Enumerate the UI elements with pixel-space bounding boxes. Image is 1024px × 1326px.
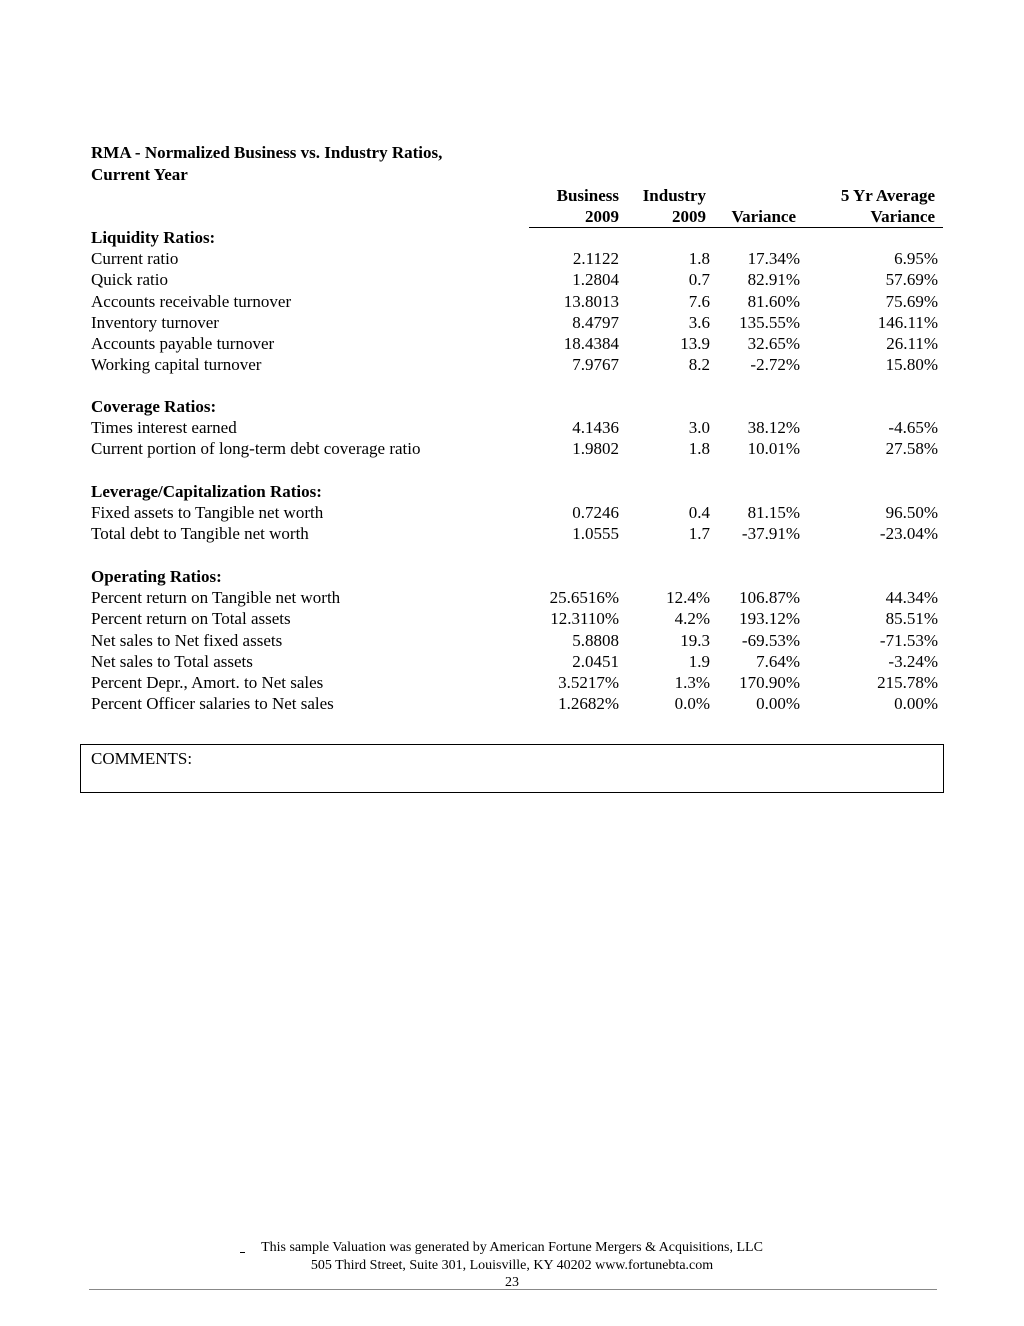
business-value: 12.3110%	[550, 609, 619, 628]
section-title: Coverage Ratios:	[91, 397, 217, 416]
report-title	[91, 142, 442, 186]
table-row	[0, 438, 1024, 459]
table-row	[0, 354, 1024, 375]
table-row	[0, 417, 1024, 438]
table-row	[0, 269, 1024, 290]
industry-value: 3.0	[688, 418, 710, 437]
five-year-variance-value: 15.80%	[885, 355, 938, 374]
variance-value: -37.91%	[741, 524, 800, 543]
industry-value: 0.7	[688, 270, 710, 289]
variance-value: 17.34%	[747, 249, 800, 268]
header-business	[557, 185, 619, 227]
industry-value: 1.8	[688, 439, 710, 458]
header-industry-year: 2009	[672, 207, 706, 226]
business-value: 3.5217%	[558, 673, 619, 692]
five-year-variance-value: 0.00%	[894, 694, 938, 713]
variance-value: 193.12%	[739, 609, 800, 628]
five-year-variance-value: 215.78%	[877, 673, 938, 692]
business-value: 2.1122	[572, 249, 619, 268]
table-row	[0, 693, 1024, 714]
header-5yr-average-variance: Variance	[870, 207, 935, 226]
industry-value: 0.0%	[674, 694, 710, 713]
table-row	[0, 630, 1024, 651]
five-year-variance-value: -23.04%	[879, 524, 938, 543]
ratio-label: Accounts receivable turnover	[91, 292, 292, 311]
industry-value: 0.4	[688, 503, 710, 522]
business-value: 2.0451	[572, 652, 619, 671]
section-title: Leverage/Capitalization Ratios:	[91, 482, 322, 501]
five-year-variance-value: 6.95%	[894, 249, 938, 268]
variance-value: 106.87%	[739, 588, 800, 607]
variance-value: -69.53%	[741, 631, 800, 650]
five-year-variance-value: 57.69%	[885, 270, 938, 289]
five-year-variance-value: -4.65%	[888, 418, 938, 437]
section-title: Operating Ratios:	[91, 567, 222, 586]
business-value: 7.9767	[572, 355, 619, 374]
footer-address: 505 Third Street, Suite 301, Louisville, KY 40202 www.fortunebta.com	[310, 1258, 714, 1273]
ratio-label: Percent Depr., Amort. to Net sales	[91, 673, 324, 692]
ratio-label: Fixed assets to Tangible net worth	[91, 503, 324, 522]
industry-value: 1.8	[688, 249, 710, 268]
ratio-label: Quick ratio	[91, 270, 168, 289]
industry-value: 1.9	[688, 652, 710, 671]
five-year-variance-value: 96.50%	[885, 503, 938, 522]
business-value: 18.4384	[563, 334, 619, 353]
five-year-variance-value: -3.24%	[888, 652, 938, 671]
header-business-year: 2009	[585, 207, 619, 226]
variance-value: 81.60%	[747, 292, 800, 311]
section-title: Liquidity Ratios:	[91, 228, 216, 247]
footer-generated-by: This sample Valuation was generated by American Fortune Mergers & Acquisitions, LLC	[261, 1240, 763, 1255]
header-underline	[529, 227, 943, 228]
business-value: 5.8808	[572, 631, 619, 650]
ratio-label: Times interest earned	[91, 418, 237, 437]
header-5yr-average	[841, 185, 935, 227]
ratio-label: Percent return on Tangible net worth	[91, 588, 341, 607]
page-number: 23	[505, 1275, 519, 1290]
table-row	[0, 248, 1024, 269]
business-value: 1.9802	[572, 439, 619, 458]
five-year-variance-value: 27.58%	[885, 439, 938, 458]
industry-value: 3.6	[688, 313, 710, 332]
table-row	[0, 502, 1024, 523]
variance-value: 10.01%	[747, 439, 800, 458]
table-row	[0, 312, 1024, 333]
footer-rule	[89, 1289, 937, 1290]
ratio-label: Total debt to Tangible net worth	[91, 524, 309, 543]
ratio-label: Inventory turnover	[91, 313, 219, 332]
header-5yr-average-top: 5 Yr Average	[840, 186, 935, 205]
five-year-variance-value: -71.53%	[879, 631, 938, 650]
industry-value: 7.6	[688, 292, 710, 311]
business-value: 1.2682%	[558, 694, 619, 713]
ratio-label: Working capital turnover	[91, 355, 262, 374]
report-title-line2: Current Year	[91, 165, 188, 184]
ratio-label: Net sales to Net fixed assets	[91, 631, 283, 650]
report-title-line1: RMA - Normalized Business vs. Industry Ratios,	[91, 143, 443, 162]
table-row	[0, 291, 1024, 312]
variance-value: 7.64%	[756, 652, 800, 671]
variance-value: 170.90%	[739, 673, 800, 692]
industry-value: 1.3%	[674, 673, 710, 692]
industry-value: 12.4%	[666, 588, 710, 607]
table-row	[0, 523, 1024, 544]
industry-value: 8.2	[688, 355, 710, 374]
business-value: 1.2804	[572, 270, 619, 289]
industry-value: 4.2%	[674, 609, 710, 628]
business-value: 4.1436	[572, 418, 619, 437]
header-variance: Variance	[731, 207, 796, 226]
variance-value: 32.65%	[747, 334, 800, 353]
ratio-label: Net sales to Total assets	[91, 652, 253, 671]
variance-value: 38.12%	[747, 418, 800, 437]
industry-value: 19.3	[680, 631, 710, 650]
variance-value: 81.15%	[747, 503, 800, 522]
variance-value: 0.00%	[756, 694, 800, 713]
industry-value: 13.9	[680, 334, 710, 353]
variance-value: -2.72%	[750, 355, 800, 374]
five-year-variance-value: 26.11%	[886, 334, 938, 353]
five-year-variance-value: 146.11%	[877, 313, 938, 332]
business-value: 13.8013	[563, 292, 619, 311]
header-industry	[643, 185, 706, 227]
five-year-variance-value: 85.51%	[885, 609, 938, 628]
variance-value: 135.55%	[739, 313, 800, 332]
comments-label: COMMENTS:	[91, 749, 193, 768]
business-value: 8.4797	[572, 313, 619, 332]
five-year-variance-value: 44.34%	[885, 588, 938, 607]
business-value: 1.0555	[572, 524, 619, 543]
business-value: 25.6516%	[549, 588, 619, 607]
table-row	[0, 608, 1024, 629]
five-year-variance-value: 75.69%	[885, 292, 938, 311]
table-row	[0, 651, 1024, 672]
ratio-label: Percent return on Total assets	[91, 609, 291, 628]
header-business-top: Business	[556, 186, 619, 205]
ratio-label: Percent Officer salaries to Net sales	[91, 694, 334, 713]
ratio-label: Current ratio	[91, 249, 179, 268]
comments-box	[80, 744, 944, 793]
table-row	[0, 587, 1024, 608]
variance-value: 82.91%	[747, 270, 800, 289]
table-row	[0, 333, 1024, 354]
header-industry-top: Industry	[642, 186, 706, 205]
table-row	[0, 672, 1024, 693]
industry-value: 1.7	[688, 524, 710, 543]
business-value: 0.7246	[572, 503, 619, 522]
ratio-label: Accounts payable turnover	[91, 334, 275, 353]
ratio-label: Current portion of long-term debt coverage ratio	[91, 439, 421, 458]
